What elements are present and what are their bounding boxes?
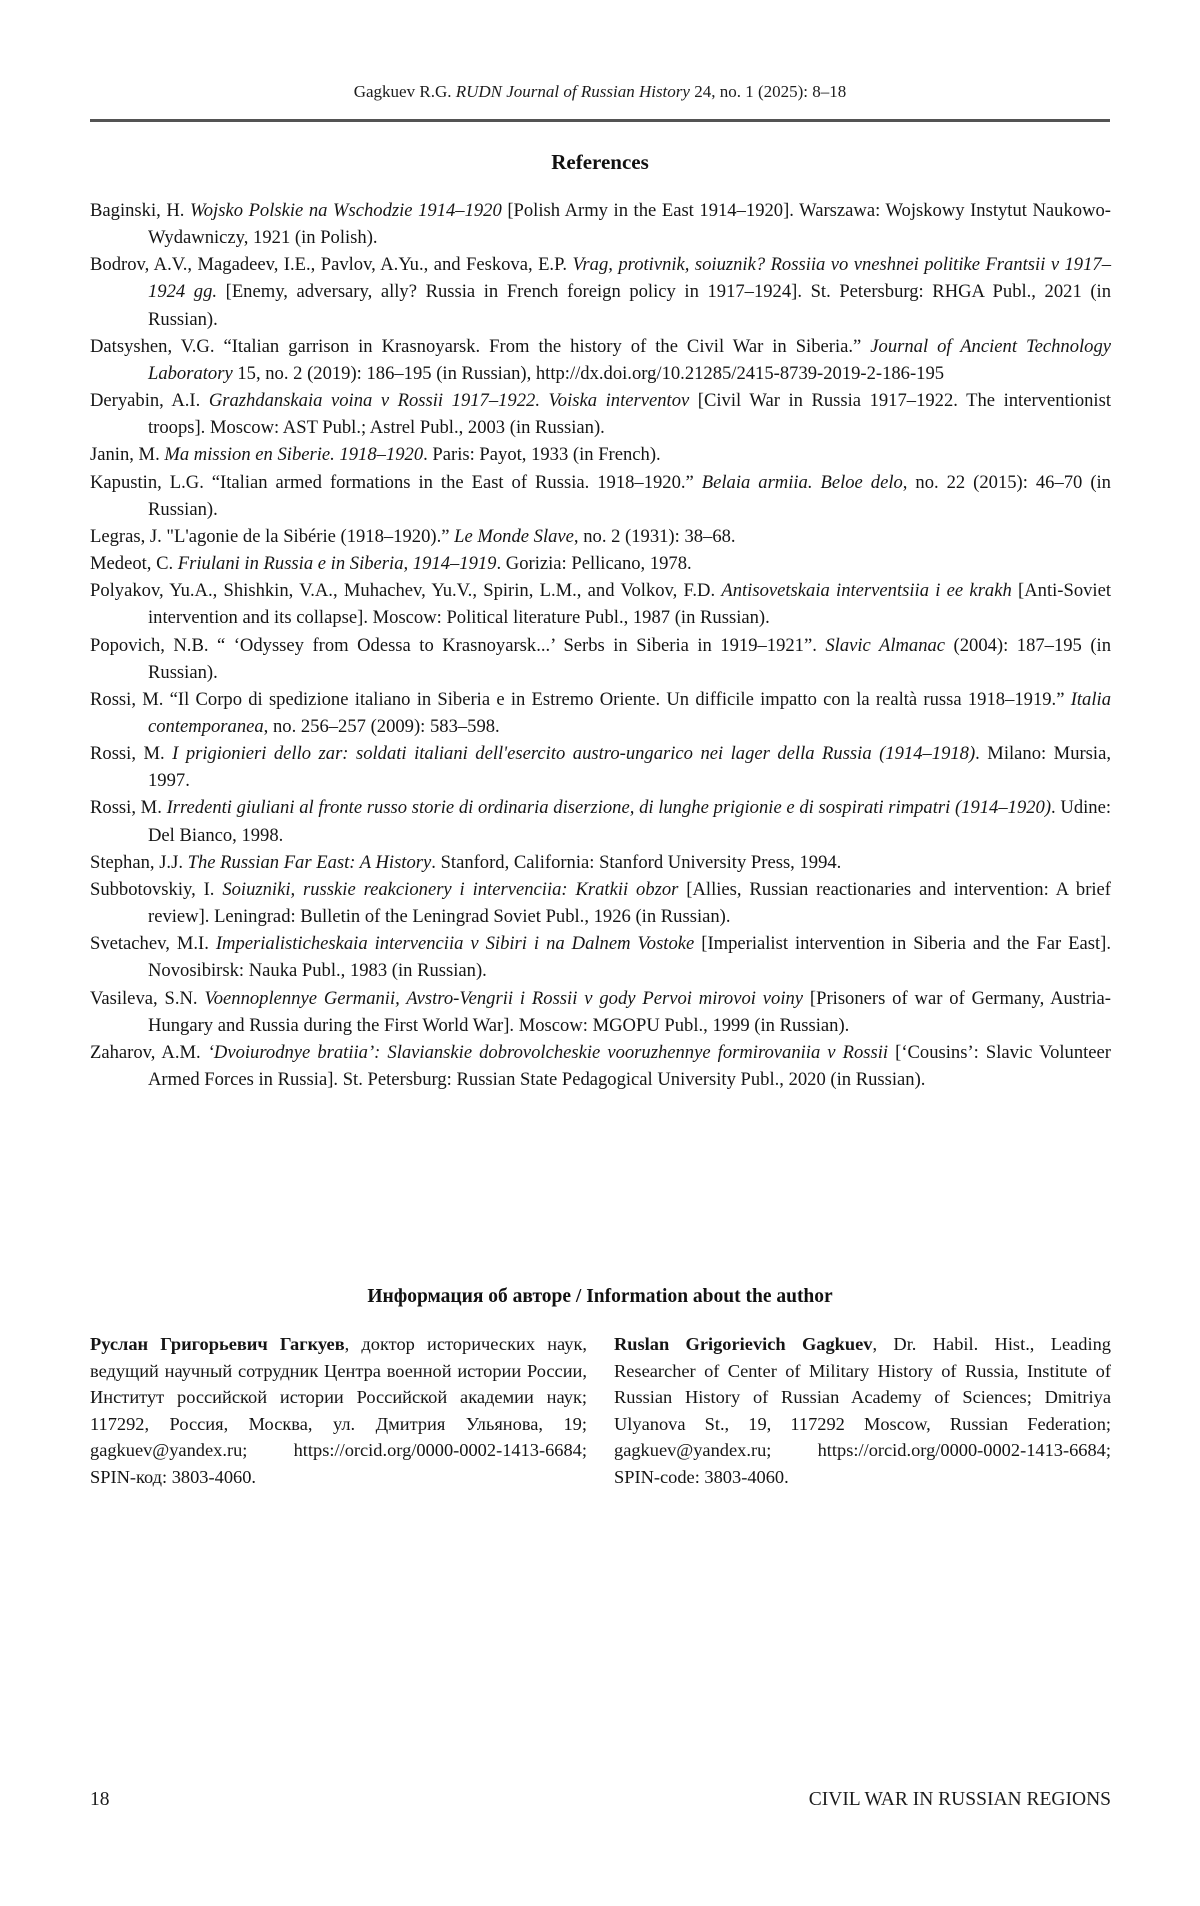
running-head-author: Gagkuev R.G. <box>353 82 456 101</box>
reference-entry: Rossi, M. I prigionieri dello zar: soldati italiani dell'esercito austro-ungarico nei lager della Russia (1914–1918). Milano: Mursia, 1997. <box>90 743 1111 792</box>
reference-entry: Medeot, C. Friulani in Russia e in Siberia, 1914–1919. Gorizia: Pellicano, 1978. <box>90 553 692 575</box>
reference-entry: Deryabin, A.I. Grazhdanskaia voina v Rossii 1917–1922. Voiska interventov [Civil War in Russia 1917–1922. The interventionist troops]. Moscow: AST Publ.; Astrel Publ., 2003 (in Russian). <box>90 390 1111 439</box>
reference-entry: Kapustin, L.G. “Italian armed formations in the East of Russia. 1918–1920.” Belaia armiia. Beloe delo, no. 22 (2015): 46–70 (in Russian). <box>90 471 1111 520</box>
author-info-heading: Информация об авторе / Information about the author <box>367 1286 833 1307</box>
running-head <box>90 82 1110 102</box>
reference-entry: Svetachev, M.I. Imperialisticheskaia intervenciia v Sibiri i na Dalnem Vostoke [Imperialist intervention in Siberia and the Far East]. Novosibirsk: Nauka Publ., 1983 (in Russian). <box>90 933 1111 982</box>
author-info-english: Ruslan Grigorievich Gagkuev, Dr. Habil. Hist., Leading Researcher of Center of Military History of Russia, Institute of Russian History of Russian Academy of Sciences; Dmitriya Ulyanova St., 19, 117292 Moscow, Russian Federation; gagkuev@yandex.ru; https://orcid.org/0000-0002-1413-6684; SPIN-code: 3803-4060. <box>614 1334 1111 1487</box>
running-head-journal-title: RUDN Journal of Russian History <box>455 82 690 101</box>
reference-entry: Legras, J. "L'agonie de la Sibérie (1918–1920).” Le Monde Slave, no. 2 (1931): 38–68. <box>90 525 736 547</box>
reference-entry: Rossi, M. Irredenti giuliani al fronte russo storie di ordinaria diserzione, di lunghe prigionie e di sospirati rimpatri (1914–1920). Udine: Del Bianco, 1998. <box>90 797 1111 846</box>
author-name: Ruslan Grigorievich Gagkuev <box>614 1334 873 1354</box>
reference-entry: Polyakov, Yu.A., Shishkin, V.A., Muhachev, Yu.V., Spirin, L.M., and Volkov, F.D. Antisovetskaia interventsiia i ee krakh [Anti-Soviet intervention and its collapse]. Moscow: Political literature Publ., 1987 (in Russian). <box>90 580 1111 629</box>
running-head-issue: 24, no. 1 (2025): 8–18 <box>689 82 847 101</box>
author-info-columns <box>90 1331 1111 1490</box>
reference-entry: Popovich, N.B. “ ‘Odyssey from Odessa to Krasnoyarsk...’ Serbs in Siberia in 1919–1921”. Slavic Almanac (2004): 187–195 (in Russian). <box>90 634 1111 683</box>
reference-entry: Vasileva, S.N. Voennoplennye Germanii, Avstro-Vengrii i Rossii v gody Pervoi mirovoi voiny [Prisoners of war of Germany, Austria-Hungary and Russia during the First World War]. Moscow: MGOPU Publ., 1999 (in Russian). <box>90 987 1112 1036</box>
references-list <box>90 197 1111 1093</box>
reference-entry: Bodrov, A.V., Magadeev, I.E., Pavlov, A.Yu., and Feskova, E.P. Vrag, protivnik, soiuznik? Rossiia vo vneshnei politike Frantsii v 1917–1924 gg. [Enemy, adversary, ally? Russia in French foreign policy in 1917–1924]. St. Petersburg: RHGA Publ., 2021 (in Russian). <box>90 254 1111 330</box>
reference-entry: Subbotovskiy, I. Soiuzniki, russkie reakcionery i intervenciia: Kratkii obzor [Allies, Russian reactionaries and intervention: A brief review]. Leningrad: Bulletin of the Leningrad Soviet Publ., 1926 (in Russian). <box>90 878 1111 928</box>
footer-section-title: CIVIL WAR IN RUSSIAN REGIONS <box>808 1789 1111 1810</box>
references-title: References <box>551 150 649 174</box>
header-rule <box>90 119 1110 122</box>
reference-entry: Baginski, H. Wojsko Polskie na Wschodzie 1914–1920 [Polish Army in the East 1914–1920]. Warszawa: Wojskowy Instytut Naukowo-Wydawniczy, 1921 (in Polish). <box>90 200 1111 249</box>
reference-entry: Datsyshen, V.G. “Italian garrison in Krasnoyarsk. From the history of the Civil War in Siberia.” Journal of Ancient Technology Laboratory 15, no. 2 (2019): 186–195 (in Russian), http://dx.doi.org/10.21285/2415-8739-2019-2-186-195 <box>90 335 1112 384</box>
author-name: Руслан Григорьевич Гагкуев <box>90 1334 345 1354</box>
author-info-russian: Руслан Григорьевич Гагкуев, доктор исторических наук, ведущий научный сотрудник Центра военной истории России, Институт российской истории Российской академии наук; 117292, Россия, Москва, ул. Дмитрия Ульянова, 19; gagkuev@yandex.ru; https://orcid.org/0000-0002-1413-6684; SPIN-код: 3803-4060. <box>90 1334 588 1487</box>
reference-entry: Stephan, J.J. The Russian Far East: A History. Stanford, California: Stanford University Press, 1994. <box>90 851 842 873</box>
reference-entry: Rossi, M. “Il Corpo di spedizione italiano in Siberia e in Estremo Oriente. Un difficile impatto con la realtà russa 1918–1919.” Italia contemporanea, no. 256–257 (2009): 583–598. <box>90 688 1111 737</box>
reference-entry: Janin, M. Ma mission en Siberie. 1918–1920. Paris: Payot, 1933 (in French). <box>90 444 661 466</box>
reference-entry: Zaharov, A.M. ‘Dvoiurodnye bratiia’: Slavianskie dobrovolcheskie vooruzhennye formirovaniia v Rossii [‘Cousins’: Slavic Volunteer Armed Forces in Russia]. St. Petersburg: Russian State Pedagogical University Publ., 2020 (in Russian). <box>90 1041 1111 1090</box>
page-number: 18 <box>90 1789 110 1810</box>
page-footer <box>90 1789 1111 1811</box>
